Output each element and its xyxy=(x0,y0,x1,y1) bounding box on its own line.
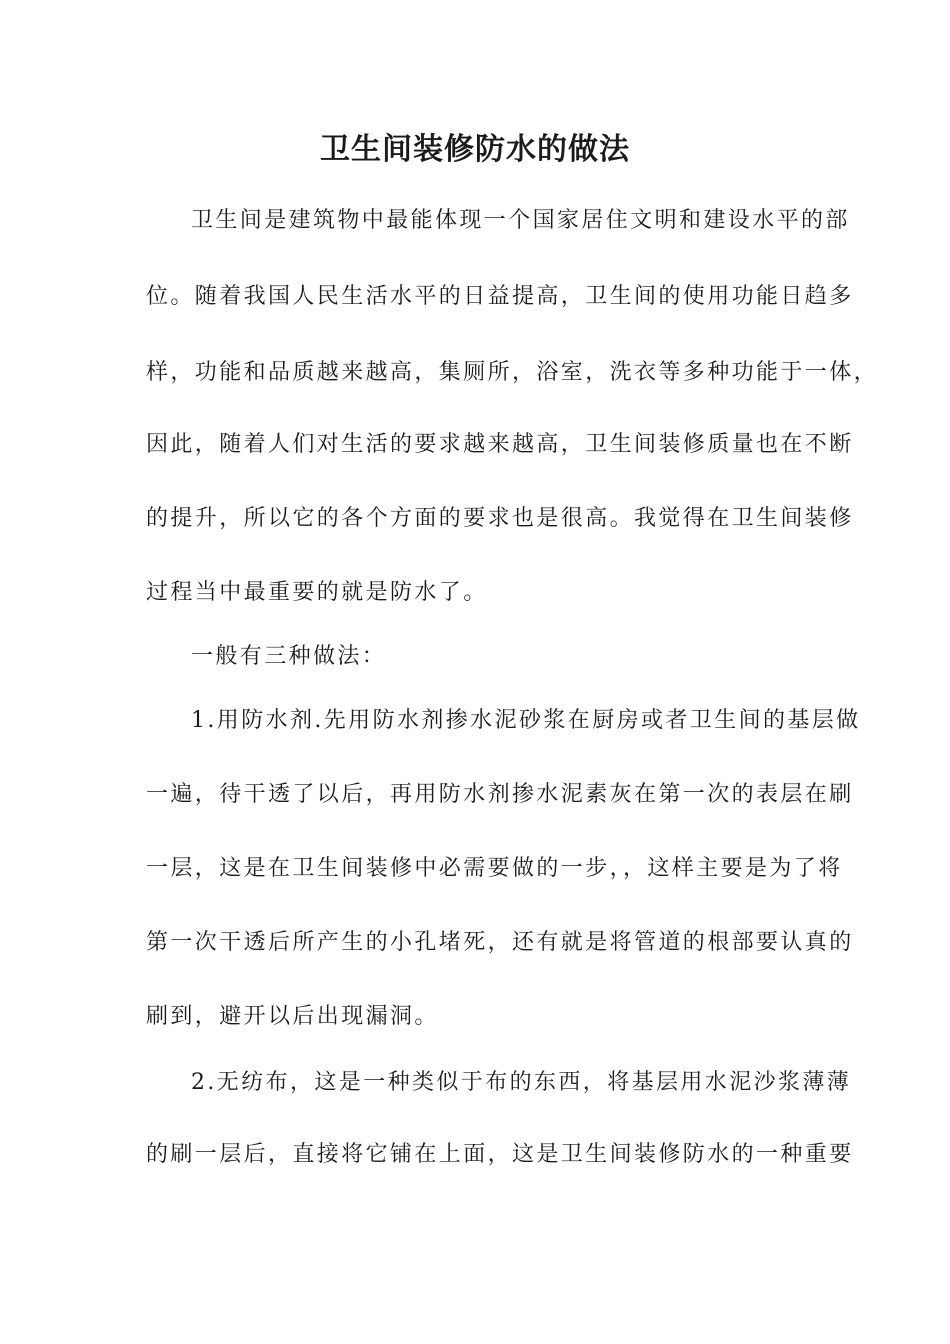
paragraph-line: 一层，这是在卫生间装修中必需要做的一步，，这样主要是为了将 xyxy=(146,856,843,881)
paragraph-line: 过程当中最重要的就是防水了。 xyxy=(146,580,488,605)
paragraph-line: 第一次干透后所产生的小孔堵死，还有就是将管道的根部要认真的 xyxy=(146,930,854,955)
paragraph-line: 位。随着我国人民生活水平的日益提高，卫生间的使用功能日趋多 xyxy=(146,284,854,309)
paragraph-line: 的提升，所以它的各个方面的要求也是很高。我觉得在卫生间装修 xyxy=(146,506,854,531)
paragraph-line: 一般有三种做法： xyxy=(191,644,387,669)
paragraph-line: 1.用防水剂.先用防水剂掺水泥砂浆在厨房或者卫生间的基层做 xyxy=(191,708,861,733)
paragraph-line: 2.无纺布，这是一种类似于布的东西，将基层用水泥沙浆薄薄 xyxy=(191,1070,852,1095)
paragraph-line: 卫生间是建筑物中最能体现一个国家居住文明和建设水平的部 xyxy=(191,208,850,233)
document-title: 卫生间装修防水的做法 xyxy=(320,132,630,167)
paragraph-line: 样，功能和品质越来越高，集厕所，浴室，洗衣等多种功能于一体， xyxy=(146,360,879,385)
paragraph-line: 一遍，待干透了以后，再用防水剂掺水泥素灰在第一次的表层在刷 xyxy=(146,782,854,807)
paragraph-line: 的刷一层后，直接将它铺在上面，这是卫生间装修防水的一种重要 xyxy=(146,1142,854,1167)
paragraph-line: 刷到，避开以后出现漏洞。 xyxy=(146,1004,439,1029)
paragraph-line: 因此，随着人们对生活的要求越来越高，卫生间装修质量也在不断 xyxy=(146,432,854,457)
